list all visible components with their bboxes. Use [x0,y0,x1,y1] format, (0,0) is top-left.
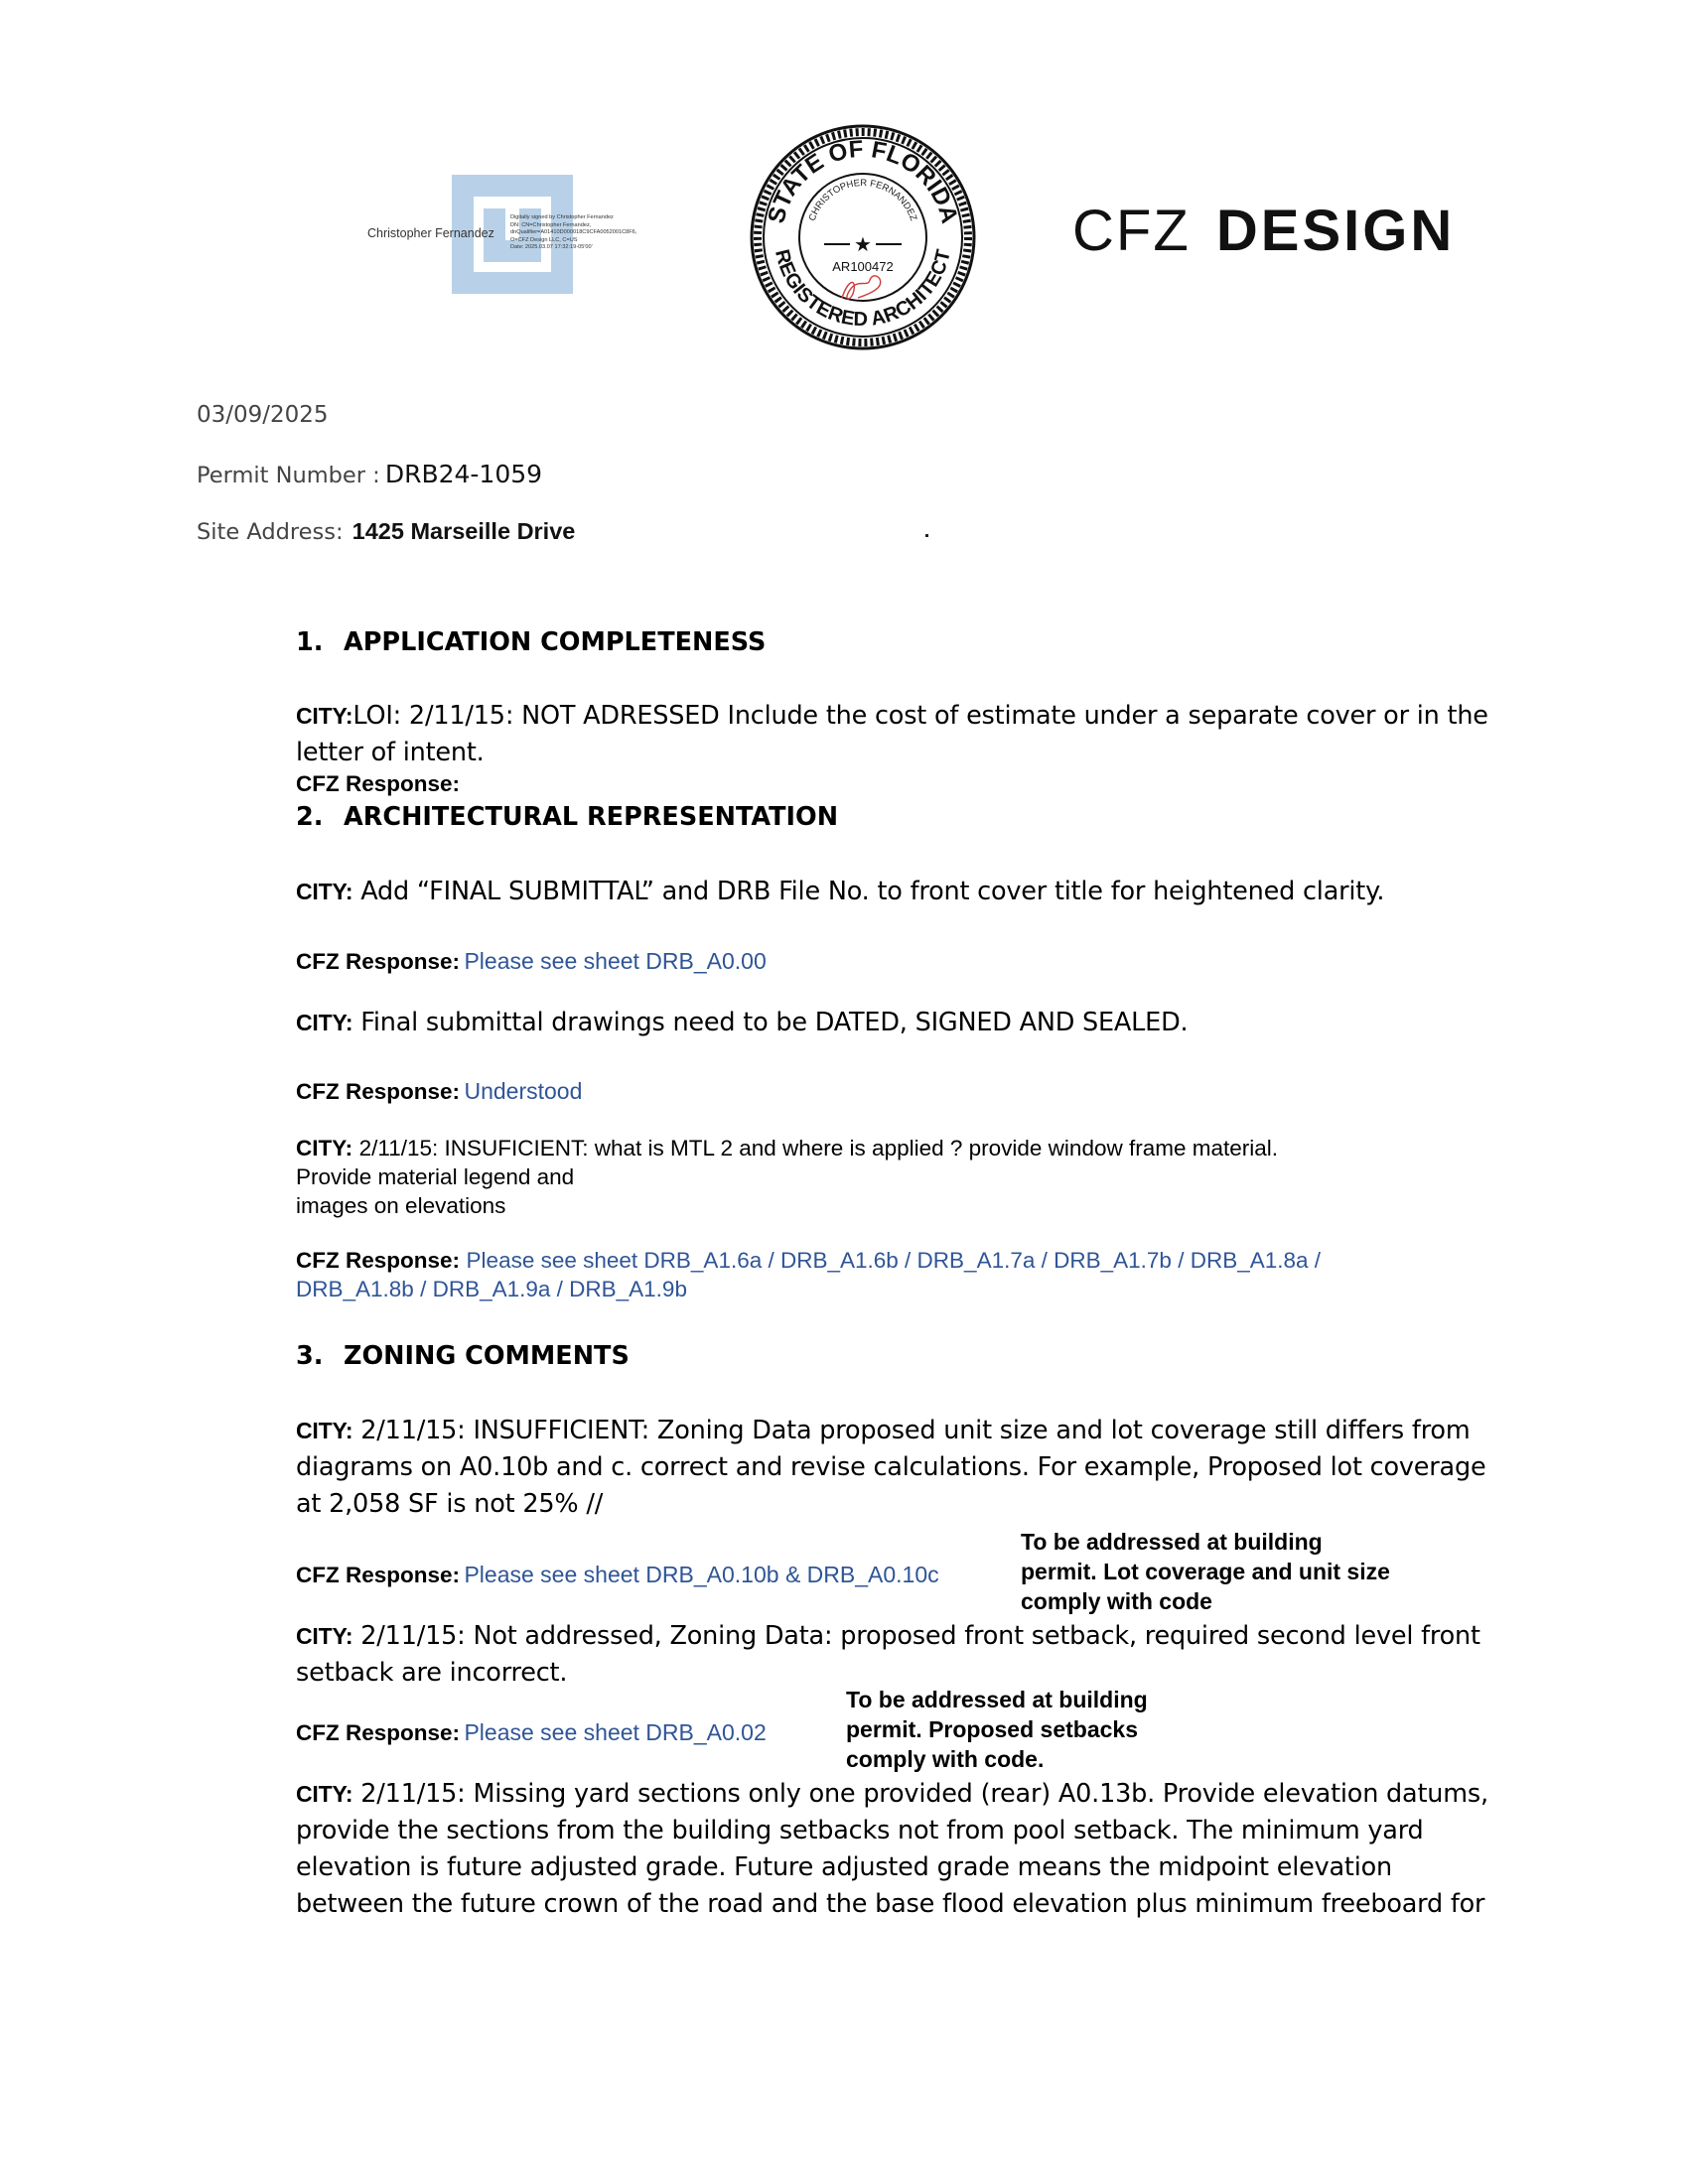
brand-logo [1072,199,1455,264]
signature-details [510,214,636,252]
permit-line [197,460,542,488]
brand-logo-bold: DESIGN [1215,199,1456,263]
permit-label: Permit Number : [197,463,380,488]
section-title: ARCHITECTURAL REPRESENTATION [344,802,839,832]
seal-star-icon: ★ [854,232,872,256]
response-text: Please see sheet DRB_A1.6a / DRB_A1.6b / DRB_A1.7a / DRB_A1.7b / DRB_A1.8a / [466,1248,1322,1273]
site-address-line [197,518,575,545]
city-comment-text: LOI: 2/11/15: NOT ADRESSED Include the cost of estimate under a separate cover or in the [352,701,1488,731]
response-label: CFZ Response: [296,949,461,974]
city-comment [296,874,1384,910]
signature-detail-line: dnQualifier=A01410D000018C9CFA0052001C8F6, [510,229,637,236]
city-comment-text: 2/11/15: Not addressed, Zoning Data: proposed front setback, required second level front [360,1621,1480,1651]
city-comment-text: Add “FINAL SUBMITTAL” and DRB File No. to front cover title for heightened clarity. [360,877,1385,906]
response-label: CFZ Response: [296,1720,461,1745]
city-label: CITY: [296,1623,353,1649]
response-note [1021,1527,1390,1616]
cfz-response [296,1078,582,1105]
signature-detail-line: Date: 2025.03.07 17:32:19-05'00' [510,244,593,251]
city-comment [296,1776,1487,1923]
signature-detail-line: O=CFZ Design LLC, C=US [510,236,578,243]
section-title: ZONING COMMENTS [344,1341,630,1371]
response-note-line: comply with code. [846,1746,1045,1772]
seal-license-number: AR100472 [832,259,894,274]
seal-signature-mark [842,276,881,299]
response-note-line: permit. Proposed setbacks [846,1716,1138,1742]
response-text: Please see sheet DRB_A0.00 [464,948,767,974]
city-comment-text: letter of intent. [296,738,485,767]
response-text: Understood [464,1078,583,1104]
city-comment-text: 2/11/15: Missing yard sections only one provided (rear) A0.13b. Provide elevation datums, [360,1779,1488,1809]
city-comment-text: Provide material legend and [296,1164,575,1189]
response-label: CFZ Response: [296,1248,461,1273]
response-note [846,1685,1148,1774]
site-address-dot [925,534,928,537]
response-text: Please see sheet DRB_A0.10b & DRB_A0.10c [464,1562,939,1587]
section-number: 3. [296,1341,324,1371]
cfz-response [296,1562,939,1588]
section-1-heading [296,627,766,657]
city-comment-text: 2/11/15: INSUFFICIENT: Zoning Data proposed unit size and lot coverage still differs from [360,1416,1471,1445]
city-label: CITY: [296,703,353,729]
response-note-line: comply with code [1021,1588,1212,1614]
city-comment-text: provide the sections from the building setbacks not from pool setback. The minimum yard [296,1816,1424,1845]
section-title: APPLICATION COMPLETENESS [344,627,767,657]
response-label: CFZ Response: [296,771,461,796]
city-comment-text: 2/11/15: INSUFICIENT: what is MTL 2 and where is applied ? provide window frame material. [358,1136,1279,1160]
seal-top-text: STATE OF FLORIDA [763,135,963,226]
city-comment-text: between the future crown of the road and the base flood elevation plus minimum freeboard for [296,1889,1485,1919]
response-text: DRB_A1.8b / DRB_A1.9a / DRB_A1.9b [296,1277,687,1301]
response-note-line: To be addressed at building [1021,1529,1323,1555]
city-comment-text: images on elevations [296,1193,506,1218]
brand-logo-light: CFZ [1072,199,1191,263]
city-label: CITY: [296,1418,353,1443]
section-number: 1. [296,627,324,657]
response-label: CFZ Response: [296,1079,461,1104]
cfz-response [296,771,460,797]
city-comment-text: elevation is future adjusted grade. Future adjusted grade means the midpoint elevation [296,1852,1392,1882]
city-label: CITY: [296,1781,353,1807]
response-text: Please see sheet DRB_A0.02 [464,1719,767,1745]
city-label: CITY: [296,1136,353,1160]
seal-inner-name: CHRISTOPHER FERNANDEZ [806,177,919,223]
section-number: 2. [296,802,324,832]
signature-detail-line: DN: CN=Christopher Fernandez, [510,221,592,228]
cfz-response [296,1246,1487,1303]
digital-signature [357,169,675,298]
city-comment [296,1005,1188,1041]
section-2-heading [296,802,838,832]
city-label: CITY: [296,1010,353,1035]
city-comment-text: setback are incorrect. [296,1658,568,1688]
city-label: CITY: [296,879,353,904]
city-comment-text: diagrams on A0.10b and c. correct and revise calculations. For example, Proposed lot coverage [296,1452,1486,1482]
city-comment [296,1618,1487,1692]
city-comment [296,698,1487,771]
signer-name: Christopher Fernandez [367,226,494,240]
section-3-heading [296,1341,630,1371]
cfz-response [296,1719,767,1746]
architect-seal [747,121,979,353]
letterhead [0,0,1688,357]
response-note-line: To be addressed at building [846,1687,1148,1712]
letter-date: 03/09/2025 [197,402,329,428]
site-address-value: 1425 Marseille Drive [352,518,576,544]
permit-number: DRB24-1059 [384,460,543,488]
seal-bottom-text: REGISTERED ARCHITECT [770,247,955,332]
response-label: CFZ Response: [296,1563,461,1587]
site-address-label: Site Address: [197,519,344,545]
city-comment-text: at 2,058 SF is not 25% // [296,1489,604,1519]
svg-text:CHRISTOPHER FERNANDEZ [807,178,919,222]
signature-detail-line: Digitally signed by Christopher Fernandez [510,214,614,220]
city-comment-text: Final submittal drawings need to be DATED, SIGNED AND SEALED. [360,1008,1189,1037]
city-comment [296,1134,1487,1220]
city-comment [296,1413,1487,1523]
response-note-line: permit. Lot coverage and unit size [1021,1559,1390,1584]
cfz-response [296,948,767,975]
